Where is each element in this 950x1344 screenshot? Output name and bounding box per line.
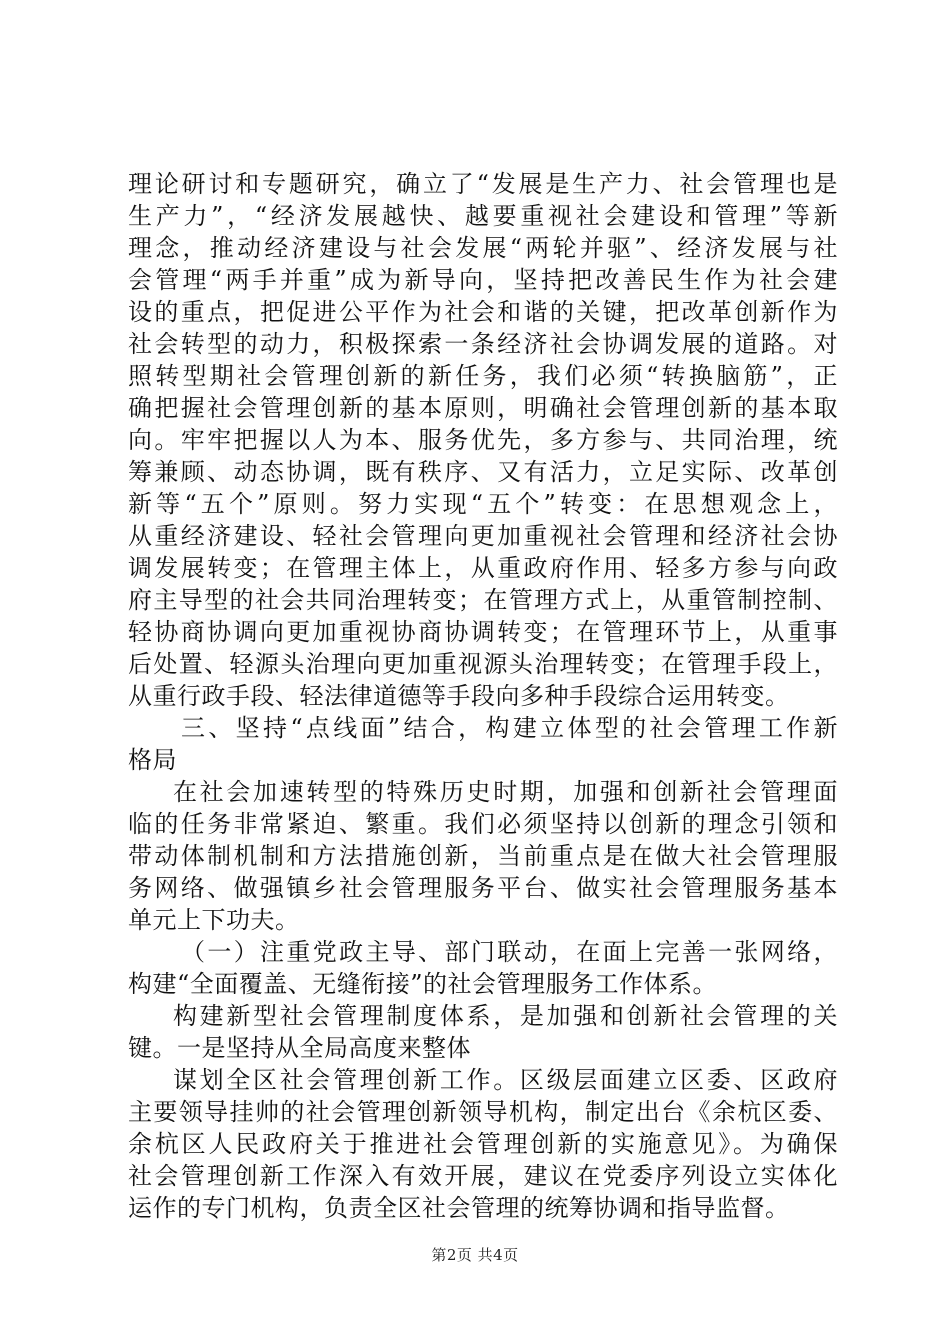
- text-line: 向。牢牢把握以人为本、服务优先，多方参与、共同治理，统: [128, 426, 838, 454]
- text-line: 从重经济建设、轻社会管理向更加重视社会管理和经济社会协: [128, 522, 838, 550]
- text-line: 在社会加速转型的特殊历史时期，加强和创新社会管理面: [173, 778, 838, 806]
- text-line: 确把握社会管理创新的基本原则，明确社会管理创新的基本取: [128, 394, 838, 422]
- text-line: 后处置、轻源头治理向更加重视源头治理转变；在管理手段上，: [128, 650, 838, 678]
- text-line: 主要领导挂帅的社会管理创新领导机构，制定出台《余杭区委、: [128, 1098, 838, 1126]
- text-line: 带动体制机制和方法措施创新，当前重点是在做大社会管理服: [128, 842, 838, 870]
- section-heading-cont: 格局: [128, 746, 177, 774]
- section-heading: 三、坚持“点线面”结合，构建立体型的社会管理工作新: [181, 714, 838, 742]
- text-line: 余杭区人民政府关于推进社会管理创新的实施意见》。为确保: [128, 1130, 838, 1158]
- text-line: 临的任务非常紧迫、繁重。我们必须坚持以创新的理念引领和: [128, 810, 838, 838]
- text-line: 社会转型的动力，积极探索一条经济社会协调发展的道路。对: [128, 330, 838, 358]
- text-line: 照转型期社会管理创新的新任务，我们必须“转换脑筋”，正: [128, 362, 838, 390]
- page-number: 第2页 共4页: [431, 1246, 519, 1264]
- text-line: 会管理“两手并重”成为新导向，坚持把改善民生作为社会建: [128, 266, 838, 294]
- text-line: 单元上下功夫。: [128, 906, 300, 934]
- text-line: 生产力”，“经济发展越快、越要重视社会建设和管理”等新: [128, 202, 838, 230]
- text-line: 构建新型社会管理制度体系，是加强和创新社会管理的关: [173, 1002, 838, 1030]
- text-line: 筹兼顾、动态协调，既有秩序、又有活力，立足实际、改革创: [128, 458, 838, 486]
- text-line: 键。一是坚持从全局高度来整体: [128, 1034, 471, 1062]
- text-line: 理论研讨和专题研究，确立了“发展是生产力、社会管理也是: [128, 170, 838, 198]
- text-line: 新等“五个”原则。努力实现“五个”转变：在思想观念上，: [128, 490, 838, 518]
- text-line: 谋划全区社会管理创新工作。区级层面建立区委、区政府: [173, 1066, 838, 1094]
- text-line: 轻协商协调向更加重视协商协调转变；在管理环节上，从重事: [128, 618, 838, 646]
- text-line: 设的重点，把促进公平作为社会和谐的关键，把改革创新作为: [128, 298, 838, 326]
- subsection-heading: （一）注重党政主导、部门联动，在面上完善一张网络，: [181, 938, 838, 966]
- text-line: 理念，推动经济建设与社会发展“两轮并驱”、经济发展与社: [128, 234, 838, 262]
- text-line: 社会管理创新工作深入有效开展，建议在党委序列设立实体化: [128, 1162, 838, 1190]
- body-text: [128, 168, 838, 1224]
- text-line: 运作的专门机构，负责全区社会管理的统筹协调和指导监督。: [128, 1194, 790, 1222]
- text-line: 府主导型的社会共同治理转变；在管理方式上，从重管制控制、: [128, 586, 838, 614]
- text-line: 务网络、做强镇乡社会管理服务平台、做实社会管理服务基本: [128, 874, 838, 902]
- subsection-heading-cont: 构建“全面覆盖、无缝衔接”的社会管理服务工作体系。: [128, 970, 718, 998]
- text-line: 调发展转变；在管理主体上，从重政府作用、轻多方参与向政: [128, 554, 838, 582]
- text-line: 从重行政手段、轻法律道德等手段向多种手段综合运用转变。: [128, 682, 790, 710]
